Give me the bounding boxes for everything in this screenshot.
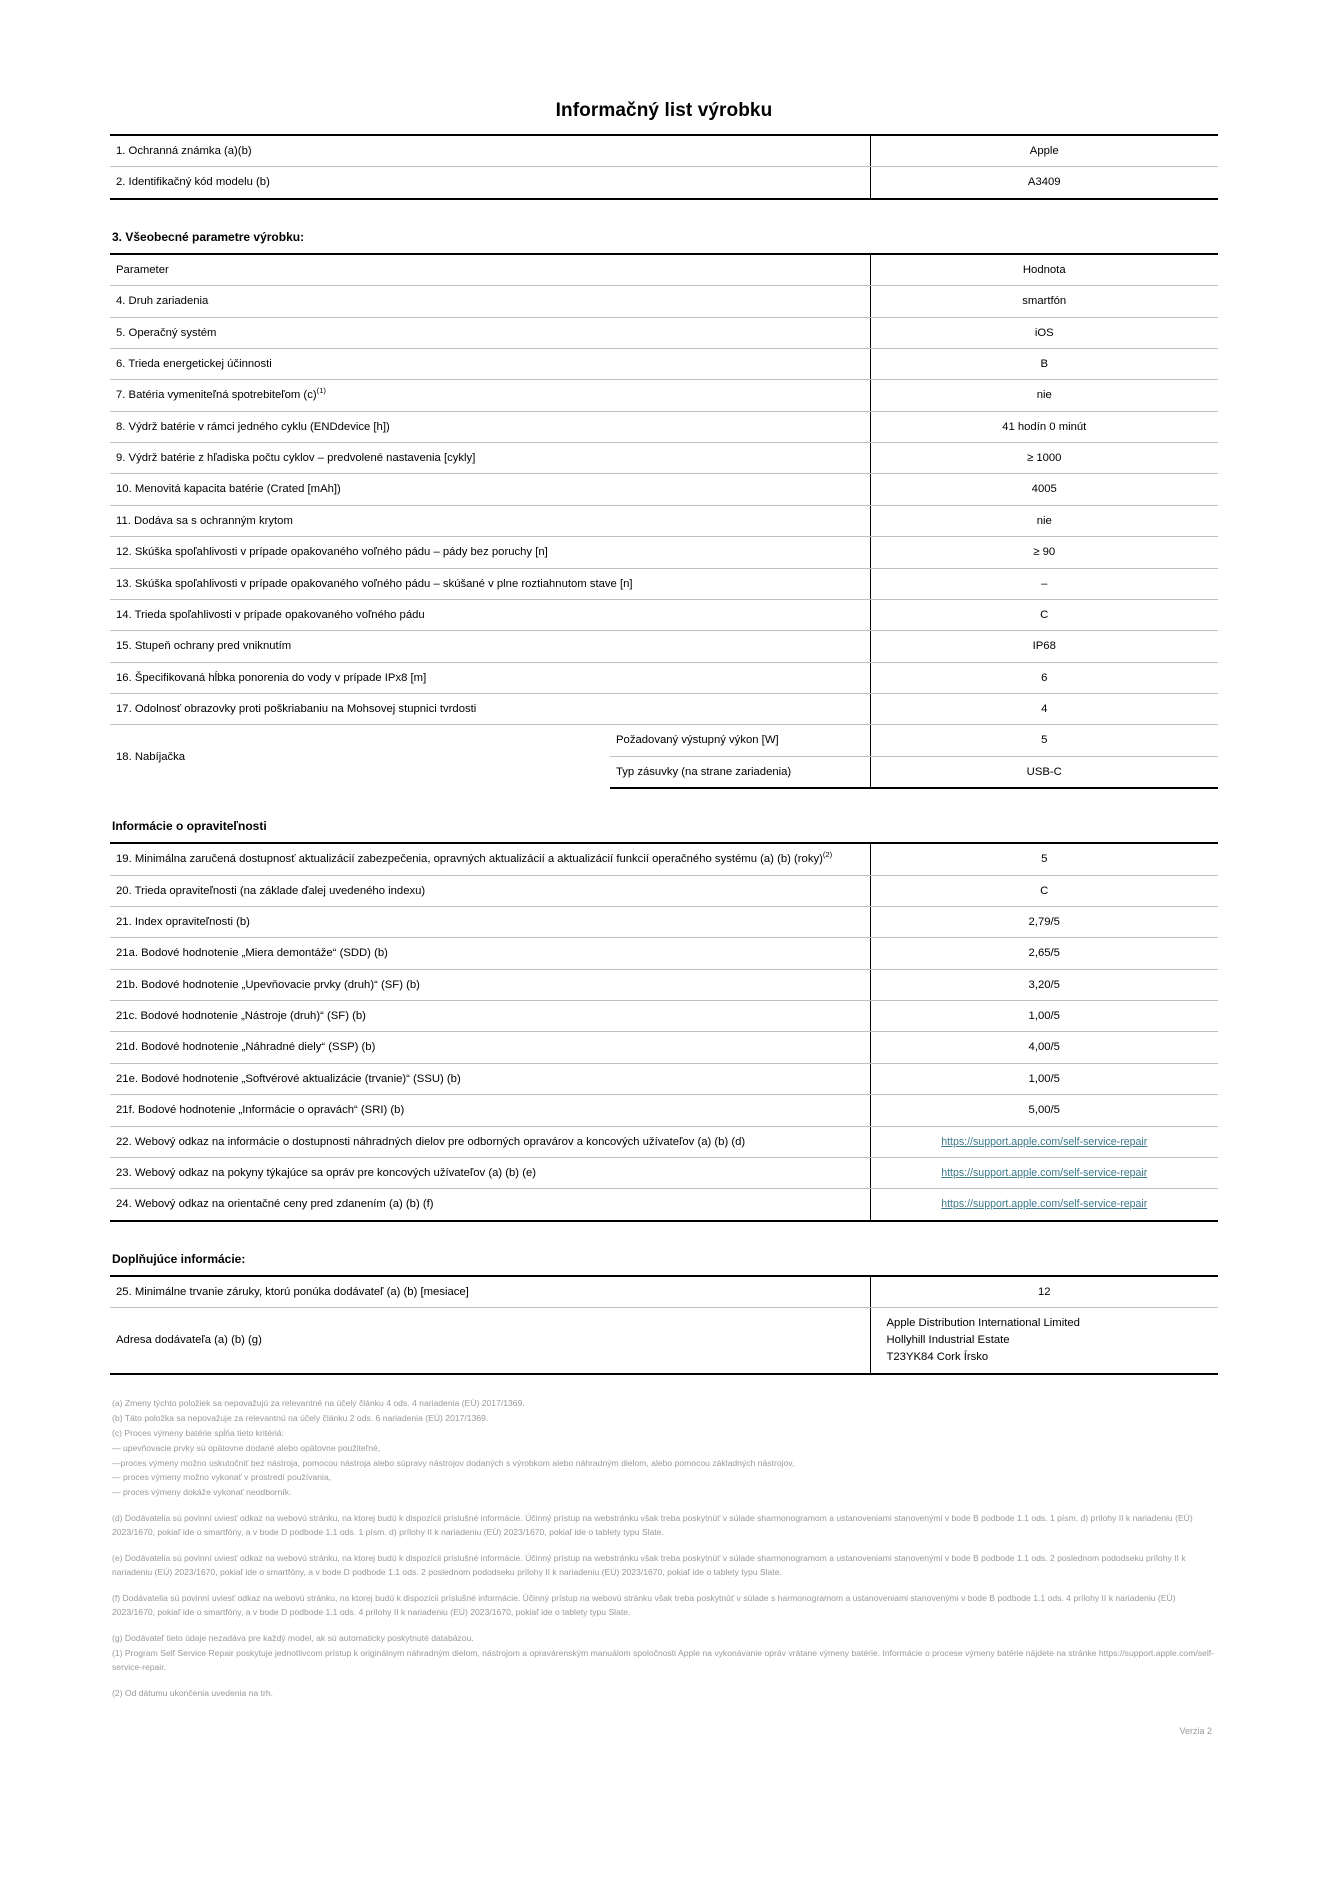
table-row	[110, 969, 1218, 1000]
table-row	[110, 1189, 1218, 1221]
row-label: 21c. Bodové hodnotenie „Nástroje (druh)“ (SF) (b)	[110, 1001, 870, 1032]
table-row	[110, 317, 1218, 348]
identity-table-body	[110, 135, 1218, 199]
table-row	[110, 1095, 1218, 1126]
footnote: (d) Dodávatelia sú povinní uviesť odkaz na webovú stránku, na ktorej budú k dispozícii príslušné informácie. Účinný prístup na webstránku však treba poskytnúť v súlade sharmonogramom a ustanoveniami stanovenými v bode B podbode 1.1 ods. 1 písm. d) prílohy II k nariadeniu (EÚ) 2023/1670, pokiaľ ide o smartfóny, a v bode D podbode 1.1 ods. 1 písm. d) prílohy II k nariadeniu (EÚ) 2023/1670, pokiaľ ide o tablety typu Slate.	[112, 1513, 1193, 1538]
general-parameters-body	[110, 254, 1218, 788]
charger-sub-label: Typ zásuvky (na strane zariadenia)	[610, 756, 870, 788]
row-label: 24. Webový odkaz na orientačné ceny pred zdanením (a) (b) (f)	[110, 1189, 870, 1221]
column-header-value: Hodnota	[870, 254, 1218, 286]
page-title: Informačný list výrobku	[555, 100, 773, 121]
table-header-row	[110, 254, 1218, 286]
table-row	[110, 1063, 1218, 1094]
address-line: T23YK84 Cork Írsko	[886, 1350, 989, 1363]
table-row	[110, 348, 1218, 379]
row-label: 1. Ochranná známka (a)(b)	[110, 135, 870, 167]
table-row	[110, 135, 1218, 167]
row-label	[110, 843, 870, 875]
footnote: (b) Táto položka sa nepovažuje za relevantnú na účely článku 2 ods. 6 nariadenia (EÚ) 2017/1369.	[112, 1412, 489, 1423]
row-label: 21. Index opraviteľnosti (b)	[110, 906, 870, 937]
indicative-prices-link[interactable]: https://support.apple.com/self-service-repair	[941, 1198, 1148, 1211]
row-label: 20. Trieda opraviteľnosti (na základe ďalej uvedeného indexu)	[110, 875, 870, 906]
address-line: Apple Distribution International Limited	[886, 1317, 1080, 1329]
spare-parts-availability-link[interactable]: https://support.apple.com/self-service-repair	[941, 1135, 1148, 1148]
row-value: 1,00/5	[870, 1063, 1218, 1094]
row-value-link	[870, 1189, 1218, 1221]
row-value: 3,20/5	[870, 969, 1218, 1000]
supplementary-heading: Doplňujúce informácie:	[112, 1251, 246, 1266]
table-row	[110, 1276, 1218, 1308]
table-row	[110, 662, 1218, 693]
table-row	[110, 1157, 1218, 1188]
row-value: 2,65/5	[870, 938, 1218, 969]
address-line: Hollyhill Industrial Estate	[886, 1333, 1010, 1346]
row-value: smartfón	[870, 286, 1218, 317]
table-row	[110, 474, 1218, 505]
footnote: (a) Zmeny týchto položiek sa nepovažujú za relevantné na účely článku 4 ods. 4 nariadenia (EÚ) 2017/1369.	[112, 1397, 525, 1408]
general-parameters-table	[110, 253, 1218, 789]
footnote: — upevňovacie prvky sú opätovne dodané alebo opätovne použiteľné,	[112, 1442, 381, 1453]
footnote-marker: (2)	[822, 850, 833, 860]
footnote: (1) Program Self Service Repair poskytuje jednotlivcom prístup k originálnym náhradným dielom, nástrojom a opravárenským manuálom spoločnosti Apple na vykonávanie opráv vrátane výmeny batérie. Informácie o procese výmeny batérie nájdete na stránke https://support.apple.com/self-service-repair.	[112, 1647, 1214, 1672]
row-value: –	[870, 568, 1218, 599]
table-row	[110, 843, 1218, 875]
table-row-address	[110, 1308, 1218, 1374]
row-label: 25. Minimálne trvanie záruky, ktorú ponúka dodávateľ (a) (b) [mesiace]	[110, 1276, 870, 1308]
table-row	[110, 631, 1218, 662]
row-value: IP68	[870, 631, 1218, 662]
row-label: 14. Trieda spoľahlivosti v prípade opakovaného voľného pádu	[110, 599, 870, 630]
row-value: nie	[870, 380, 1218, 411]
table-row	[110, 1126, 1218, 1157]
footnote: — proces výmeny dokáže vykonať neodborník.	[112, 1487, 292, 1498]
row-value: 12	[870, 1276, 1218, 1308]
row-value: B	[870, 348, 1218, 379]
table-row	[110, 599, 1218, 630]
footnote-marker: (1)	[316, 386, 326, 396]
sheet-content	[110, 0, 1218, 1736]
table-row	[110, 938, 1218, 969]
repairability-body	[110, 843, 1218, 1221]
version-label: Verzia 2	[1179, 1726, 1212, 1737]
table-row	[110, 505, 1218, 536]
row-label: 11. Dodáva sa s ochranným krytom	[110, 505, 870, 536]
row-label: 22. Webový odkaz na informácie o dostupnosti náhradných dielov pre odborných opravárov a koncových užívateľov (a) (b) (d)	[110, 1126, 870, 1157]
row-value: 4005	[870, 474, 1218, 505]
charger-sub-value: 5	[870, 725, 1218, 756]
footnote: (c) Proces výmeny batérie spĺňa tieto kritériá:	[112, 1427, 284, 1438]
row-value: C	[870, 875, 1218, 906]
footnote: (e) Dodávatelia sú povinní uviesť odkaz na webovú stránku, na ktorej budú k dispozícii príslušné informácie. Účinný prístup na webstránku však treba poskytnúť v súlade sharmonogramom a ustanoveniami stanovenými v bode B podbode 1.1 ods. 2 poslednom pododseku prílohy II k nariadeniu (EÚ) 2023/1670, pokiaľ ide o smartfóny, a v bode D podbode 1.1 ods. 2 poslednom pododseku prílohy II k nariadeniu (EÚ) 2023/1670, pokiaľ ide o tablety typu Slate.	[112, 1553, 1186, 1578]
row-value: 5	[870, 843, 1218, 875]
footnote: — proces výmeny možno vykonať v prostredí používania,	[112, 1472, 332, 1483]
row-label: 10. Menovitá kapacita batérie (Crated [mAh])	[110, 474, 870, 505]
identity-table	[110, 134, 1218, 200]
row-value: nie	[870, 505, 1218, 536]
row-label: 12. Skúška spoľahlivosti v prípade opakovaného voľného pádu – pády bez poruchy [n]	[110, 537, 870, 568]
charger-sub-label: Požadovaný výstupný výkon [W]	[610, 725, 870, 756]
row-value: 6	[870, 662, 1218, 693]
table-row	[110, 443, 1218, 474]
row-value: 1,00/5	[870, 1001, 1218, 1032]
row-value: A3409	[870, 167, 1218, 199]
row-value-link	[870, 1126, 1218, 1157]
table-row	[110, 380, 1218, 411]
table-row	[110, 167, 1218, 199]
charger-sub-value: USB-C	[870, 756, 1218, 788]
row-value: ≥ 1000	[870, 443, 1218, 474]
supplier-address	[870, 1308, 1218, 1374]
row-value: 5,00/5	[870, 1095, 1218, 1126]
footnotes-block	[110, 1397, 1218, 1701]
table-row	[110, 906, 1218, 937]
row-value: 4,00/5	[870, 1032, 1218, 1063]
row-label: 21b. Bodové hodnotenie „Upevňovacie prvky (druh)“ (SF) (b)	[110, 969, 870, 1000]
row-value: ≥ 90	[870, 537, 1218, 568]
row-label-charger: 18. Nabíjačka	[116, 750, 186, 763]
repairability-table	[110, 842, 1218, 1222]
row-label: 13. Skúška spoľahlivosti v prípade opakovaného voľného pádu – skúšané v plne roztiahnutom stave [n]	[110, 568, 870, 599]
row-label: 5. Operačný systém	[110, 317, 870, 348]
row-label: 16. Špecifikovaná hĺbka ponorenia do vody v prípade IPx8 [m]	[110, 662, 870, 693]
row-value: 2,79/5	[870, 906, 1218, 937]
row-label-text: 7. Batéria vymeniteľná spotrebiteľom (c)	[116, 389, 317, 402]
row-label: 23. Webový odkaz na pokyny týkajúce sa opráv pre koncových užívateľov (a) (b) (e)	[110, 1157, 870, 1188]
row-label: 8. Výdrž batérie v rámci jedného cyklu (ENDdevice [h])	[110, 411, 870, 442]
supplementary-body	[110, 1276, 1218, 1374]
row-value-link	[870, 1157, 1218, 1188]
table-row	[110, 286, 1218, 317]
column-header-parameter: Parameter	[110, 254, 870, 286]
row-label: 21d. Bodové hodnotenie „Náhradné diely“ (SSP) (b)	[110, 1032, 870, 1063]
general-parameters-heading: 3. Všeobecné parametre výrobku:	[112, 229, 305, 244]
row-label: 21e. Bodové hodnotenie „Softvérové aktualizácie (trvanie)“ (SSU) (b)	[110, 1063, 870, 1094]
footnote: (f) Dodávatelia sú povinní uviesť odkaz na webovú stránku, na ktorej budú k dispozícii príslušné informácie. Účinný prístup na webovú stránku však treba poskytnúť v súlade s harmonogramom a ustanoveniami stanovenými v bode B podbode 1.1 ods. 4 prílohy II k nariadeniu (EÚ) 2023/1670, pokiaľ ide o smartfóny, a v bode D podbode 1.1 ods. 4 prílohy II k nariadeniu (EÚ) 2023/1670, pokiaľ ide o tablety typu Slate.	[112, 1592, 1176, 1617]
row-label: 21a. Bodové hodnotenie „Miera demontáže“ (SDD) (b)	[110, 938, 870, 969]
row-label: 9. Výdrž batérie z hľadiska počtu cyklov – predvolené nastavenia [cykly]	[110, 443, 870, 474]
row-value: 41 hodín 0 minút	[870, 411, 1218, 442]
row-label: 6. Trieda energetickej účinnosti	[110, 348, 870, 379]
row-value: Apple	[870, 135, 1218, 167]
table-row	[110, 1001, 1218, 1032]
row-value: iOS	[870, 317, 1218, 348]
row-label-text: 19. Minimálna zaručená dostupnosť aktualizácií zabezpečenia, opravných aktualizácií a aktualizácií funkcií operačného systému (a) (b) (roky)	[116, 853, 823, 866]
supplementary-table	[110, 1275, 1218, 1375]
footnote: —proces výmeny možno uskutočniť bez nástroja, pomocou nástroja alebo súpravy nástrojov dodaných s výrobkom alebo náhradným dielom, alebo pomocou základných nástrojov,	[112, 1457, 795, 1468]
row-label: Adresa dodávateľa (a) (b) (g)	[110, 1308, 870, 1374]
table-row	[110, 537, 1218, 568]
repair-instructions-link[interactable]: https://support.apple.com/self-service-repair	[941, 1166, 1148, 1179]
row-value: 4	[870, 694, 1218, 725]
row-label: 17. Odolnosť obrazovky proti poškriabaniu na Mohsovej stupnici tvrdosti	[110, 694, 870, 725]
table-row	[110, 875, 1218, 906]
row-label: 2. Identifikačný kód modelu (b)	[110, 167, 870, 199]
row-label: 15. Stupeň ochrany pred vniknutím	[110, 631, 870, 662]
footnote: (2) Od dátumu ukončenia uvedenia na trh.	[112, 1687, 273, 1698]
footnote: (g) Dodávateľ tieto údaje nezadáva pre každý model, ak sú automaticky poskytnuté databázou.	[112, 1632, 474, 1643]
table-row-charger-power	[110, 725, 1218, 756]
repairability-heading: Informácie o opraviteľnosti	[112, 819, 267, 834]
table-row	[110, 568, 1218, 599]
row-label	[110, 380, 870, 411]
table-row	[110, 1032, 1218, 1063]
row-value: C	[870, 599, 1218, 630]
row-label: 4. Druh zariadenia	[110, 286, 870, 317]
table-row	[110, 694, 1218, 725]
row-label: 21f. Bodové hodnotenie „Informácie o opravách“ (SRI) (b)	[110, 1095, 870, 1126]
table-row	[110, 411, 1218, 442]
